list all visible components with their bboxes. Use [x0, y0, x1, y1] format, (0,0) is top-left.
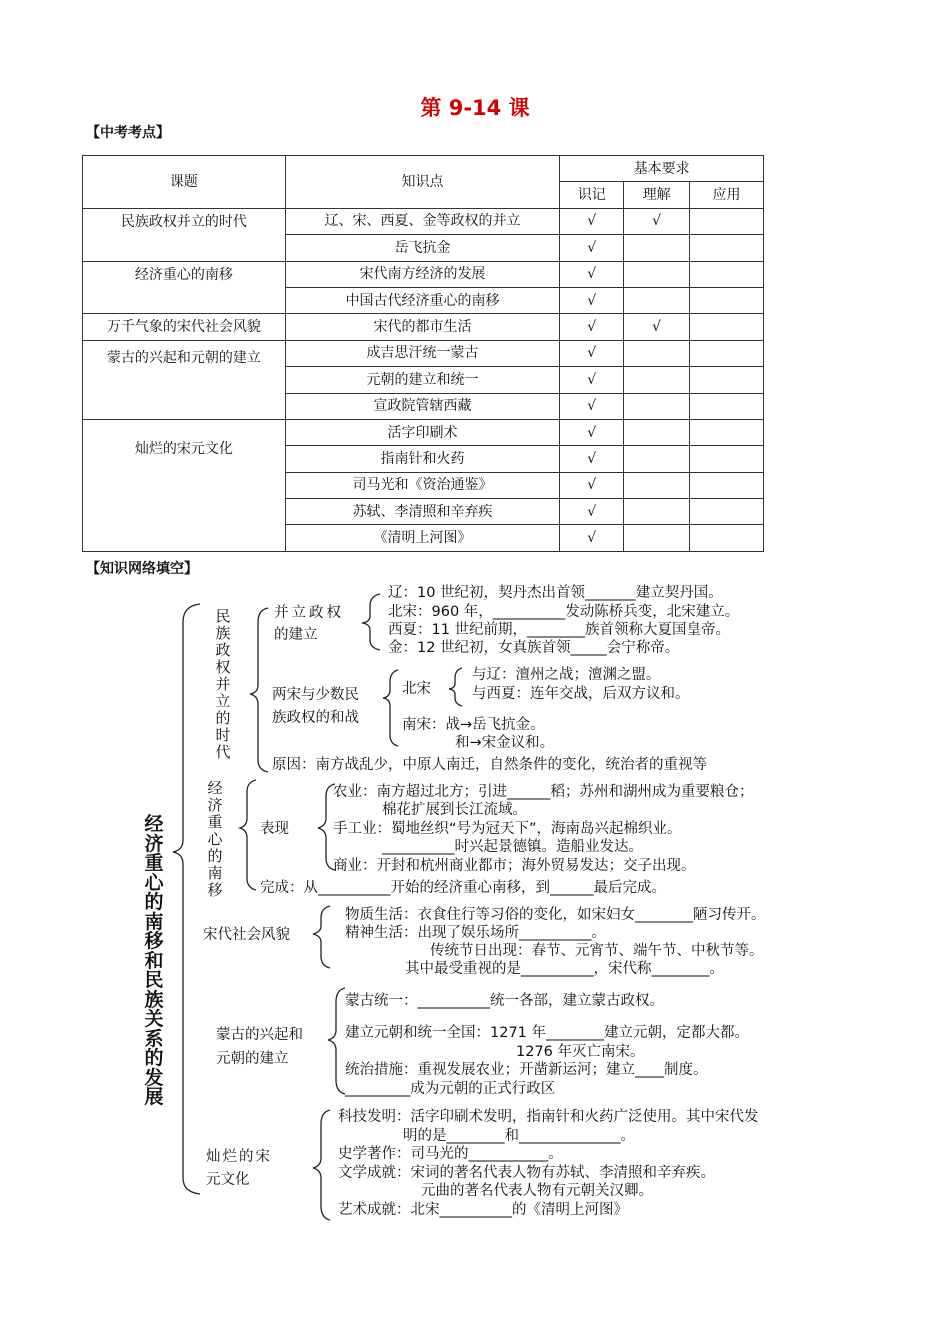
- point-cell: 《清明上河图》: [285, 525, 560, 551]
- check-cell: √: [560, 314, 624, 340]
- check-cell: √: [560, 340, 624, 366]
- check-cell: √: [560, 472, 624, 498]
- topic-cell: 万千气象的宋代社会风貌: [83, 314, 286, 340]
- topic-cell: 灿烂的宋元文化: [83, 419, 286, 551]
- item-with-liao: 与辽：澶州之战；澶渊之盟。: [472, 667, 661, 683]
- item-festivals: 传统节日出现：春节、元宵节、端午节、中秋节等。: [430, 943, 764, 959]
- point-cell: 中国古代经济重心的南移: [285, 287, 560, 313]
- item-mongol-unify: 蒙古统一：__________统一各部，建立蒙古政权。: [345, 993, 664, 1009]
- topic-cell: 经济重心的南移: [83, 261, 286, 314]
- item-governance: 统治措施：重视发展农业；开凿新运河；建立____制度。: [345, 1062, 708, 1078]
- check-cell: √: [560, 419, 624, 445]
- item-governance-2: _________成为元朝的正式行政区: [345, 1081, 556, 1097]
- item-handicraft: 手工业：蜀地丝织“号为冠天下”，海南岛兴起棉织业。: [333, 821, 682, 837]
- check-cell: √: [560, 393, 624, 419]
- header-requirements: 基本要求: [560, 156, 764, 182]
- header-memorize: 识记: [560, 182, 624, 208]
- network-root-title: 经济重心的南移和民族关系的发展: [144, 813, 164, 1108]
- item-nansong-peace: 和→宋金议和。: [455, 735, 555, 751]
- root-bracket: [173, 604, 200, 1194]
- node-beisong: 北宋: [402, 681, 431, 697]
- header-topic: 课题: [83, 156, 286, 209]
- item-technology: 科技发明：活字印刷术发明，指南针和火药广泛使用。其中宋代发: [338, 1109, 759, 1125]
- item-jin: 金：12 世纪初，女真族首领_____会宁称帝。: [388, 640, 680, 656]
- header-apply: 应用: [690, 182, 764, 208]
- point-cell: 辽、宋、西夏、金等政权的并立: [285, 208, 560, 234]
- branch-mongol-yuan-2: 元朝的建立: [216, 1051, 289, 1067]
- check-cell: √: [560, 235, 624, 261]
- item-nansong-war: 南宋：战→岳飞抗金。: [402, 717, 545, 733]
- item-xixia: 西夏：11 世纪前期，________族首领称大夏国皇帝。: [388, 622, 731, 638]
- check-cell: √: [624, 314, 690, 340]
- point-cell: 岳飞抗金: [285, 235, 560, 261]
- item-completion: 完成：从__________开始的经济重心南移，到______最后完成。: [260, 880, 666, 896]
- check-cell: √: [624, 208, 690, 234]
- regimes-bracket: [362, 594, 380, 650]
- branch-coexisting-regimes: 民族政权并立的时代: [215, 607, 231, 761]
- point-cell: 指南针和火药: [285, 446, 560, 472]
- item-reason: 原因：南方战乱少，中原人南迁，自然条件的变化，统治者的重视等: [272, 757, 707, 773]
- node-manifestation: 表现: [260, 821, 289, 837]
- branch-song-yuan-culture: 灿烂的宋: [206, 1149, 272, 1165]
- check-cell: √: [560, 261, 624, 287]
- item-spiritual-life: 精神生活：出现了娱乐场所__________。: [345, 925, 606, 941]
- item-handicraft-2: __________时兴起景德镇。造船业发达。: [382, 839, 643, 855]
- topic-cell: 蒙古的兴起和元朝的建立: [83, 340, 286, 419]
- check-cell: √: [560, 287, 624, 313]
- check-cell: √: [560, 499, 624, 525]
- section-knowledge-network: 【知识网络填空】: [86, 561, 198, 577]
- item-history-works: 史学著作：司马光的___________。: [338, 1146, 563, 1162]
- branch-song-yuan-culture-2: 元文化: [206, 1172, 250, 1188]
- item-festivals-2: 其中最受重视的是__________，宋代称________。: [405, 961, 724, 977]
- branch-economic-shift: 经济重心的南移: [207, 779, 223, 899]
- point-cell: 成吉思汗统一蒙古: [285, 340, 560, 366]
- point-cell: 苏轼、李清照和辛弃疾: [285, 499, 560, 525]
- branch4-bracket: [328, 988, 345, 1094]
- item-art: 艺术成就：北宋__________的《清明上河图》: [338, 1202, 628, 1218]
- node-wars-peace: 两宋与少数民: [272, 687, 359, 703]
- item-commerce: 商业：开封和杭州商业都市；海外贸易发达；交子出现。: [333, 858, 696, 874]
- check-cell: √: [560, 446, 624, 472]
- node-regimes-founding-2: 的建立: [274, 627, 318, 643]
- page-title: 第 9-14 课: [420, 96, 530, 120]
- point-cell: 元朝的建立和统一: [285, 367, 560, 393]
- point-cell: 宣政院管辖西藏: [285, 393, 560, 419]
- point-cell: 司马光和《资治通鉴》: [285, 472, 560, 498]
- topic-cell: 民族政权并立的时代: [83, 208, 286, 261]
- item-technology-2: 明的是________和______________。: [403, 1128, 635, 1144]
- branch2-bracket: [240, 780, 256, 890]
- item-agriculture-2: 棉花扩展到长江流域。: [382, 802, 527, 818]
- item-literature: 文学成就：宋词的著名代表人物有苏轼、李清照和辛弃疾。: [338, 1165, 715, 1181]
- item-liao: 辽：10 世纪初，契丹杰出首领_______建立契丹国。: [388, 585, 723, 601]
- node-regimes-founding: 并立政权: [274, 605, 344, 621]
- branch5-bracket: [313, 1110, 330, 1220]
- point-cell: 宋代南方经济的发展: [285, 261, 560, 287]
- check-cell: √: [560, 367, 624, 393]
- branch3-bracket: [313, 906, 330, 968]
- beisong-bracket: [449, 668, 462, 706]
- branch-song-society: 宋代社会风貌: [203, 927, 290, 943]
- branch1-bracket: [250, 608, 268, 772]
- section-exam-points: 【中考考点】: [86, 125, 170, 141]
- point-cell: 宋代的都市生活: [285, 314, 560, 340]
- branch-mongol-yuan: 蒙古的兴起和: [216, 1027, 303, 1043]
- check-cell: √: [560, 525, 624, 551]
- item-beisong: 北宋：960 年，__________发动陈桥兵变，北宋建立。: [388, 604, 740, 620]
- header-understand: 理解: [624, 182, 690, 208]
- item-with-xixia: 与西夏：连年交战，后双方议和。: [472, 686, 690, 702]
- item-yuan-founding: 建立元朝和统一全国：1271 年________建立元朝，定都大都。: [345, 1025, 750, 1041]
- item-literature-2: 元曲的著名代表人物有元朝关汉卿。: [421, 1183, 653, 1199]
- node-wars-peace-2: 族政权的和战: [272, 710, 359, 726]
- item-agriculture: 农业：南方超过北方；引进______稻；苏州和湖州成为重要粮仓；: [333, 784, 754, 800]
- point-cell: 活字印刷术: [285, 419, 560, 445]
- header-point: 知识点: [285, 156, 560, 209]
- item-yuan-founding-2: 1276 年灭亡南宋。: [516, 1044, 645, 1060]
- item-material-life: 物质生活：衣食住行等习俗的变化，如宋妇女________陋习传开。: [345, 907, 766, 923]
- wars-bracket: [383, 670, 398, 746]
- check-cell: √: [560, 208, 624, 234]
